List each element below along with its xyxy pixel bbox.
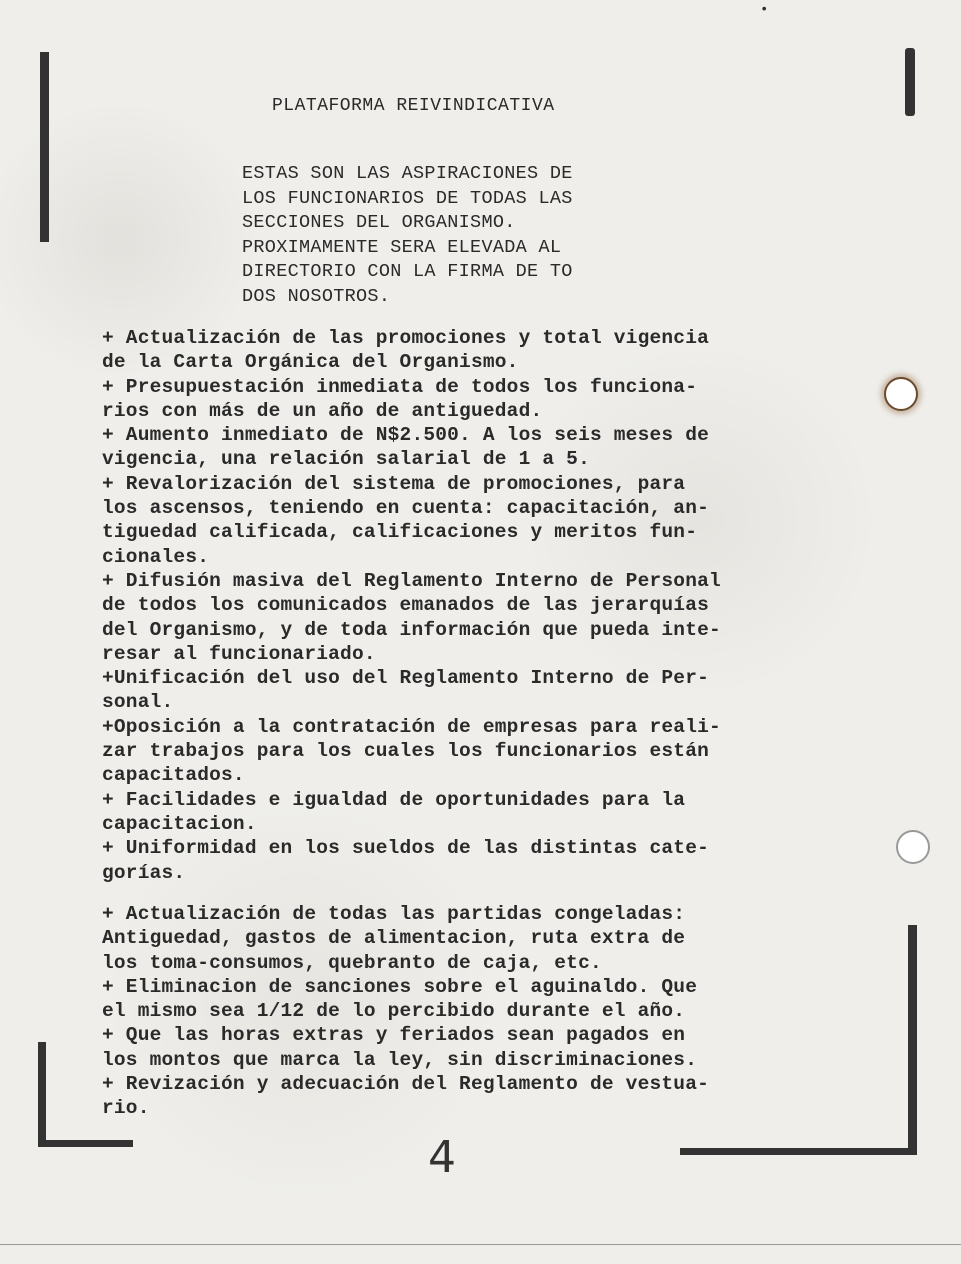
bottom-left-corner-mark-horizontal: [38, 1140, 133, 1147]
punch-hole-upper: [884, 377, 918, 411]
text-line: vigencia, una relación salarial de 1 a 5.: [102, 448, 590, 471]
demands-block-1: [102, 326, 862, 885]
intro-line: DOS NOSOTROS.: [242, 285, 391, 307]
text-line: + Revización y adecuación del Reglamento de vestua-: [102, 1073, 709, 1096]
text-line: +Oposición a la contratación de empresas para reali-: [102, 715, 721, 738]
text-line: + Actualización de todas las partidas congeladas:: [102, 903, 686, 925]
text-line: + Facilidades e igualdad de oportunidades para la: [102, 788, 686, 811]
right-margin-bar: [905, 48, 915, 116]
top-ink-mark: •: [760, 2, 769, 18]
text-line: los montos que marca la ley, sin discriminaciones.: [102, 1048, 698, 1071]
text-line: capacitacion.: [102, 812, 257, 835]
text-line: resar al funcionariado.: [102, 642, 376, 665]
text-line: sonal.: [102, 691, 174, 714]
page-number: 4: [428, 1132, 456, 1183]
demands-block-2: [102, 902, 862, 1121]
text-line: + Aumento inmediato de N$2.500. A los seis meses de: [102, 424, 709, 447]
text-line: + Uniformidad en los sueldos de las distintas cate-: [102, 837, 709, 860]
bottom-right-corner-mark-horizontal: [680, 1148, 916, 1155]
intro-line: LOS FUNCIONARIOS DE TODAS LAS: [242, 187, 573, 209]
text-line: cionales.: [102, 545, 210, 568]
text-line: + Revalorización del sistema de promociones, para: [102, 472, 686, 495]
text-line: + Difusión masiva del Reglamento Interno de Personal: [102, 569, 721, 592]
text-line: + Eliminacion de sanciones sobre el aguinaldo. Que: [102, 975, 698, 998]
text-line: del Organismo, y de toda información que pueda inte-: [102, 618, 721, 641]
intro-line: ESTAS SON LAS ASPIRACIONES DE: [242, 163, 573, 184]
text-line: Antiguedad, gastos de alimentacion, ruta extra de: [102, 927, 686, 950]
text-line: tiguedad calificada, calificaciones y meritos fun-: [102, 521, 698, 544]
text-line: + Actualización de las promociones y total vigencia: [102, 327, 709, 349]
intro-line: SECCIONES DEL ORGANISMO.: [242, 212, 516, 233]
text-line: + Que las horas extras y feriados sean pagados en: [102, 1024, 686, 1047]
bottom-edge-line: [0, 1244, 961, 1245]
text-line: zar trabajos para los cuales los funcionarios están: [102, 740, 709, 763]
text-line: el mismo sea 1/12 de lo percibido durante el año.: [102, 1000, 686, 1023]
punch-hole-lower: [896, 830, 930, 864]
intro-line: DIRECTORIO CON LA FIRMA DE TO: [242, 261, 573, 282]
intro-line: PROXIMAMENTE SERA ELEVADA AL: [242, 236, 562, 258]
text-line: los toma-consumos, quebranto de caja, etc.: [102, 951, 602, 974]
text-line: de la Carta Orgánica del Organismo.: [102, 351, 519, 374]
bottom-right-corner-mark: [908, 925, 917, 1155]
text-line: capacitados.: [102, 764, 245, 787]
text-line: rios con más de un año de antiguedad.: [102, 399, 543, 422]
text-line: los ascensos, teniendo en cuenta: capacitación, an-: [102, 497, 709, 520]
text-line: +Unificación del uso del Reglamento Interno de Per-: [102, 667, 709, 690]
text-line: gorías.: [102, 861, 186, 884]
left-margin-bar: [40, 52, 49, 242]
bottom-left-corner-mark: [38, 1042, 46, 1146]
text-line: + Presupuestación inmediata de todos los funciona-: [102, 375, 698, 398]
document-title: PLATAFORMA REIVINDICATIVA: [272, 96, 555, 116]
intro-paragraph: [242, 162, 712, 309]
text-line: rio.: [102, 1097, 150, 1120]
text-line: de todos los comunicados emanados de las jerarquías: [102, 594, 709, 617]
